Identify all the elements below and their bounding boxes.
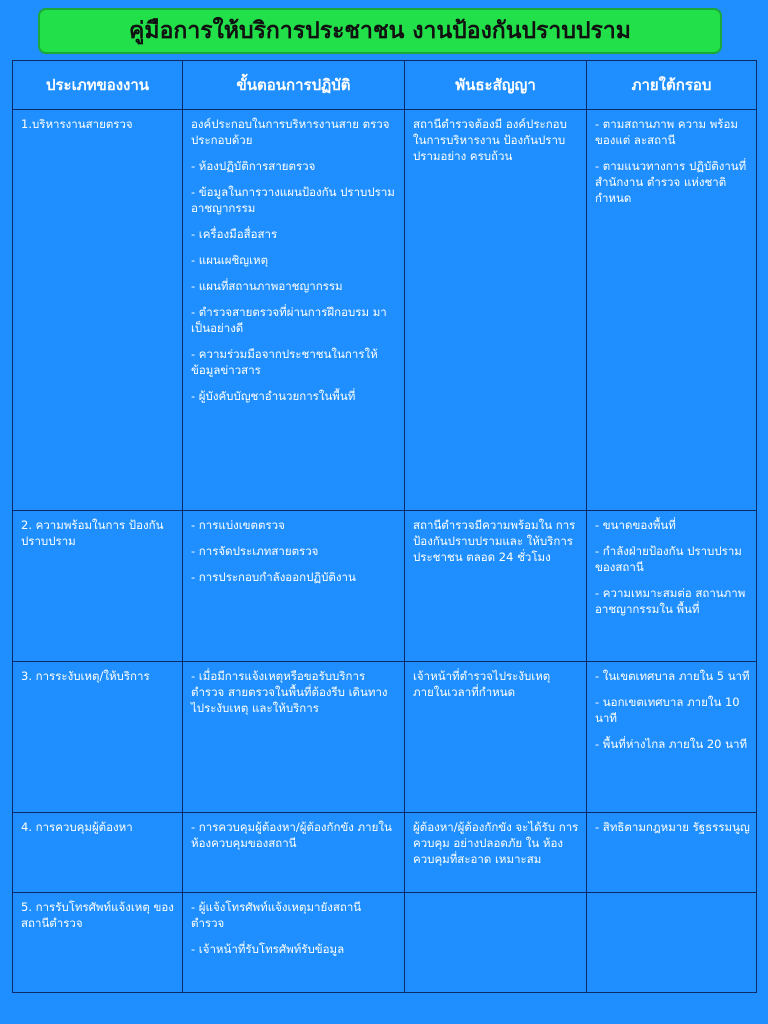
item-gap: [191, 216, 398, 226]
table-row: [13, 110, 757, 511]
cell-text: 5. การรับโทรศัพท์แจ้งเหตุ ของสถานีตำรวจ: [21, 900, 174, 930]
cell-item: - ตามแนวทางการ ปฏิบัติงานที่ สำนักงาน ตำรวจ แห่งชาติกำหนด: [595, 159, 747, 205]
cell-text: 2. ความพร้อมในการ ป้องกันปราบปราม: [21, 518, 164, 548]
header-framework: ภายใต้กรอบ: [587, 61, 757, 110]
cell-item: - กำลังฝ่ายป้องกัน ปราบปรามของสถานี: [595, 544, 742, 574]
cell-framework: [587, 662, 757, 813]
table-row: [13, 511, 757, 662]
cell-item: - การควบคุมผู้ต้องหา/ผู้ต้องกักขัง ภายใน ห้องควบคุมของสถานี: [191, 820, 392, 850]
header-procedure: ขั้นตอนการปฏิบัติ: [183, 61, 405, 110]
page-title: คู่มือการให้บริการประชาชน งานป้องกันปราบปราม: [129, 18, 631, 44]
cell-job-type: [13, 813, 183, 893]
item-gap: [191, 533, 398, 543]
item-gap: [595, 726, 750, 736]
cell-item: - การจัดประเภทสายตรวจ: [191, 544, 319, 558]
cell-commitment: [405, 662, 587, 813]
item-gap: [191, 931, 398, 941]
cell-item: เจ้าหน้าที่ตำรวจไประงับเหตุ ภายในเวลาที่กำหนด: [413, 669, 551, 699]
cell-item: - การแบ่งเขตตรวจ: [191, 518, 285, 532]
cell-framework: [587, 813, 757, 893]
cell-item: - เจ้าหน้าที่รับโทรศัพท์รับข้อมูล: [191, 942, 345, 956]
cell-item: - แผนเผชิญเหตุ: [191, 253, 269, 267]
cell-job-type: [13, 511, 183, 662]
cell-commitment: [405, 110, 587, 511]
table-row: [13, 662, 757, 813]
cell-commitment: [405, 893, 587, 993]
cell-commitment: [405, 511, 587, 662]
item-gap: [191, 559, 398, 569]
item-gap: [191, 294, 398, 304]
cell-procedure: [183, 511, 405, 662]
cell-commitment: [405, 813, 587, 893]
cell-item: - ผู้แจ้งโทรศัพท์แจ้งเหตุมายังสถานี ตำรวจ: [191, 900, 362, 930]
cell-item: - ขนาดของพื้นที่: [595, 518, 676, 532]
cell-item: - สิทธิตามกฎหมาย รัฐธรรมนูญ: [595, 820, 750, 834]
cell-item: - ผู้บังคับบัญชาอำนวยการในพื้นที่: [191, 389, 356, 403]
table-row: [13, 893, 757, 993]
cell-procedure: [183, 893, 405, 993]
cell-procedure: [183, 110, 405, 511]
item-gap: [595, 148, 750, 158]
cell-item: - ข้อมูลในการวางแผนป้องกัน ปราบปรามอาชญากรรม: [191, 185, 395, 215]
cell-item: สถานีตำรวจต้องมี องค์ประกอบในการบริหารงาน ป้องกันปราบปรามอย่าง ครบถ้วน: [413, 117, 567, 163]
cell-item: - ตามสถานภาพ ความ พร้อมของแต่ ละสถานี: [595, 117, 738, 147]
item-gap: [191, 336, 398, 346]
item-gap: [191, 268, 398, 278]
item-gap: [191, 242, 398, 252]
cell-item: - ความร่วมมือจากประชาชนในการให้ ข้อมูลข่าวสาร: [191, 347, 378, 377]
cell-procedure: [183, 813, 405, 893]
header-job-type: ประเภทของงาน: [13, 61, 183, 110]
table-row: [13, 813, 757, 893]
service-table: [12, 60, 757, 993]
cell-item: - เมื่อมีการแจ้งเหตุหรือขอรับบริการ ตำรวจ สายตรวจในพื้นที่ต้องรีบ เดินทางไประงับเหตุ และให้บริการ: [191, 669, 388, 715]
cell-item: - แผนที่สถานภาพอาชญากรรม: [191, 279, 343, 293]
cell-item: - นอกเขตเทศบาล ภายใน 10 นาที: [595, 695, 740, 725]
cell-text: 4. การควบคุมผู้ต้องหา: [21, 820, 133, 834]
cell-item: - ในเขตเทศบาล ภายใน 5 นาที: [595, 669, 750, 683]
cell-item: - การประกอบกำลังออกปฏิบัติงาน: [191, 570, 356, 584]
cell-item: - พื้นที่ห่างไกล ภายใน 20 นาที: [595, 737, 748, 751]
item-gap: [191, 148, 398, 158]
cell-item: - ห้องปฏิบัติการสายตรวจ: [191, 159, 316, 173]
item-gap: [191, 174, 398, 184]
cell-framework: [587, 893, 757, 993]
cell-text: 3. การระงับเหตุ/ให้บริการ: [21, 669, 150, 683]
cell-procedure: [183, 662, 405, 813]
cell-framework: [587, 511, 757, 662]
cell-job-type: [13, 893, 183, 993]
cell-text: 1.บริหารงานสายตรวจ: [21, 117, 133, 131]
header-row: [13, 61, 757, 110]
cell-job-type: [13, 110, 183, 511]
cell-framework: [587, 110, 757, 511]
item-gap: [595, 533, 750, 543]
header-commitment: พันธะสัญญา: [405, 61, 587, 110]
cell-item: องค์ประกอบในการบริหารงานสาย ตรวจประกอบด้วย: [191, 117, 390, 147]
cell-item: - ความเหมาะสมต่อ สถานภาพ อาชญากรรมใน พื้นที่: [595, 586, 746, 616]
cell-item: ผู้ต้องหา/ผู้ต้องกักขัง จะได้รับ การควบคุม อย่างปลอดภัย ใน ห้องควบคุมที่สะอาด เหมาะสม: [413, 820, 579, 866]
item-gap: [191, 378, 398, 388]
item-gap: [595, 684, 750, 694]
cell-job-type: [13, 662, 183, 813]
item-gap: [595, 575, 750, 585]
cell-item: - เครื่องมือสื่อสาร: [191, 227, 278, 241]
cell-item: สถานีตำรวจมีความพร้อมใน การป้องกันปราบปรามและ ให้บริการประชาชน ตลอด 24 ชั่วโมง: [413, 518, 576, 564]
title-banner: [38, 8, 722, 54]
cell-item: - ตำรวจสายตรวจที่ผ่านการฝึกอบรม มาเป็นอย่างดี: [191, 305, 387, 335]
